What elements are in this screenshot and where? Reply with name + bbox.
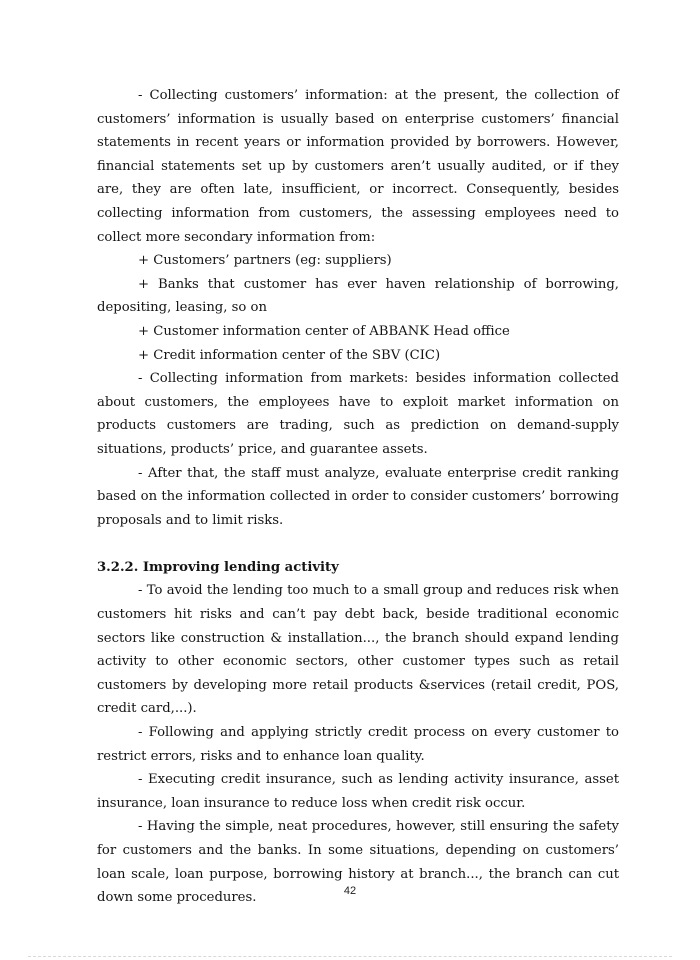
page-bottom-divider — [28, 956, 672, 957]
paragraph-collecting-customer-info: - Collecting customers’ information: at the present, the collection of customers’ information is usually based on enterprise customers’ financial statements in recent years or information provided by borrowers. However, financial statements set up by customers aren’t usually audited, or if they are, they are often late, insufficient, or incorrect. Consequently, besides collecting information from customers, the assessing employees need to collect more secondary information from: — [97, 88, 619, 245]
list-item-cic: + Credit information center of the SBV (CIC) — [138, 347, 441, 363]
section-spacer — [97, 532, 619, 556]
page-number: 42 — [343, 885, 357, 897]
section-heading: 3.2.2. Improving lending activity — [97, 559, 339, 575]
paragraph-simple-procedures: - Having the simple, neat procedures, however, still ensuring the safety for customers and the banks. In some situations, depending on customers’ loan scale, loan purpose, borrowing history at branch..., the branch can cut down some procedures. — [97, 819, 619, 906]
list-item-partners: + Customers’ partners (eg: suppliers) — [138, 253, 392, 269]
list-item-banks: + Banks that customer has ever haven relationship of borrowing, depositing, leasing, so on — [97, 276, 619, 316]
paragraph-market-info: - Collecting information from markets: besides information collected about customers, the employees have to exploit market information on products customers are trading, such as prediction on demand-supply situations, products’ price, and guarantee assets. — [97, 371, 619, 457]
paragraph-analyze-evaluate: - After that, the staff must analyze, evaluate enterprise credit ranking based on the information collected in order to consider customers’ borrowing proposals and to limit risks. — [97, 465, 619, 528]
paragraph-avoid-concentration: - To avoid the lending too much to a small group and reduces risk when customers hit risks and can’t pay debt back, beside traditional economic sectors like construction & installation..., the branch should expand lending activity to other economic sectors, other customer types such as retail customers by developing more retail products &services (retail credit, POS, credit card,...). — [97, 583, 619, 717]
list-item-abbank-head-office: + Customer information center of ABBANK Head office — [138, 323, 510, 339]
paragraph-credit-process: - Following and applying strictly credit process on every customer to restrict errors, risks and to enhance loan quality. — [97, 725, 619, 764]
paragraph-credit-insurance: - Executing credit insurance, such as lending activity insurance, asset insurance, loan insurance to reduce loss when credit risk occur. — [97, 772, 619, 811]
page-body — [97, 84, 619, 910]
